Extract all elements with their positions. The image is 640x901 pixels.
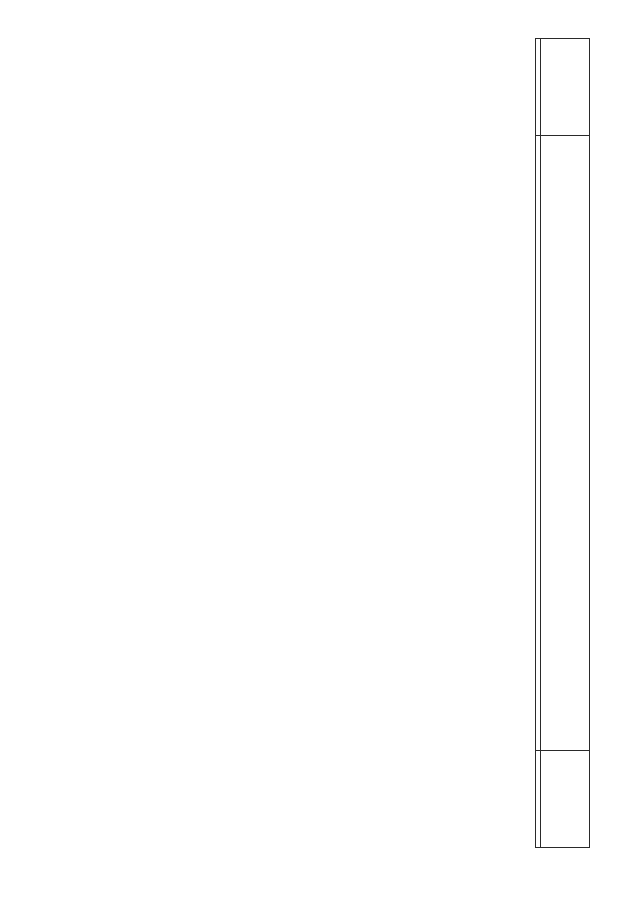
rotated-page-content	[39, 38, 590, 847]
cell-service-form	[536, 751, 541, 848]
cell-service-name	[536, 39, 541, 136]
cell-service-name-empty	[541, 39, 590, 136]
cell-form-empty	[541, 751, 590, 848]
table-row-diagnostics	[536, 39, 541, 848]
cell-content-continued	[541, 136, 590, 751]
cell-service-content	[536, 136, 541, 751]
table-row-continued	[541, 39, 590, 848]
services-table	[535, 38, 590, 848]
